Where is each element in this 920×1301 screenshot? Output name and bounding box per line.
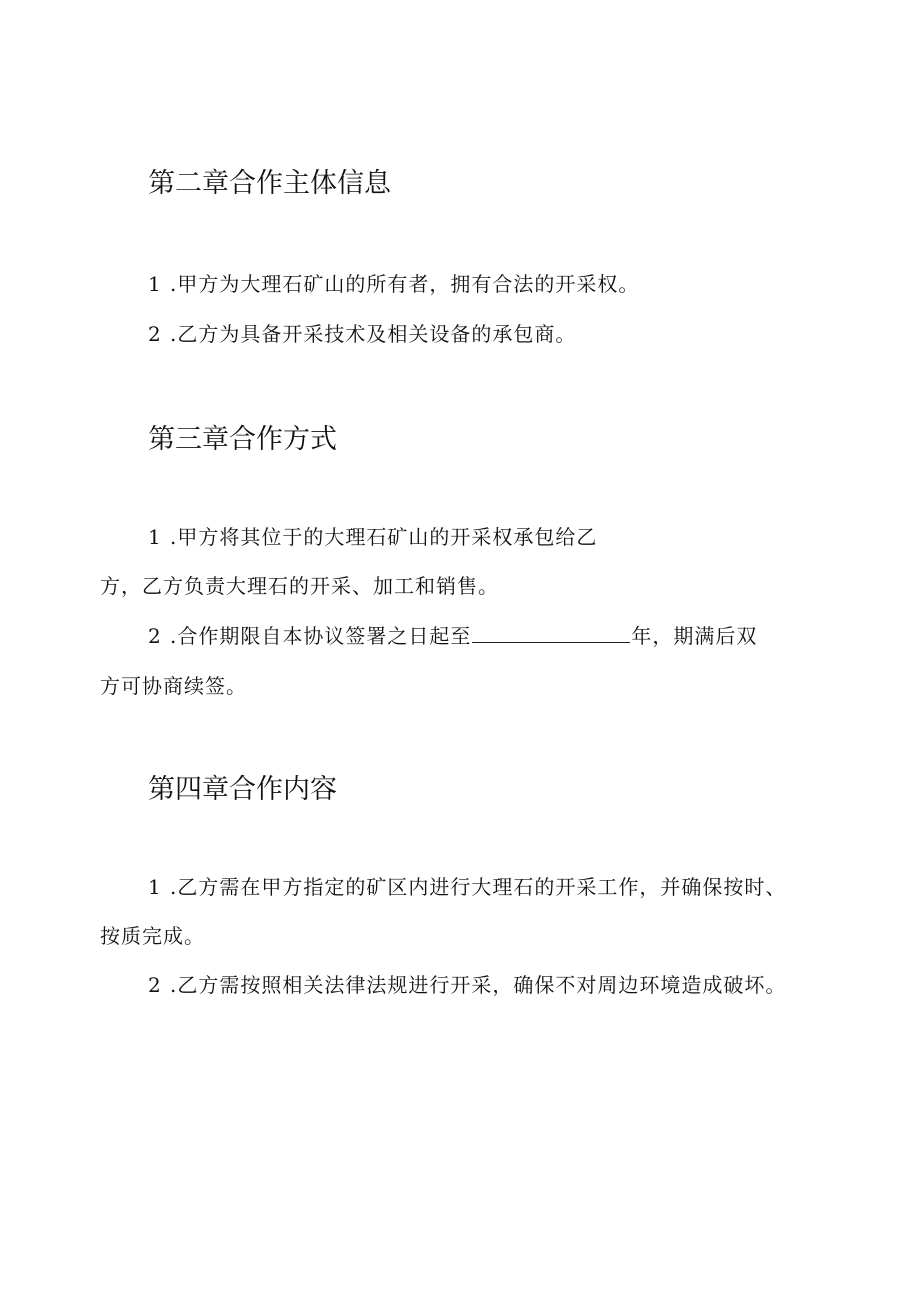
chapter3-item-1-line-1: [148, 524, 597, 550]
item-text: .乙方为具备开采技术及相关设备的承包商。: [170, 322, 577, 346]
chapter2-title: 第二章合作主体信息: [148, 168, 391, 199]
item-number: 2: [148, 973, 162, 997]
chapter2-item-2: [148, 321, 576, 347]
item-number: 2: [148, 624, 162, 648]
fill-in-blank-years[interactable]: [472, 624, 630, 643]
item-number: 1: [148, 272, 162, 296]
item-number: 1: [148, 875, 162, 899]
chapter2-item-1: [148, 271, 639, 297]
chapter3-item-2-line-1: [148, 623, 757, 649]
item-text-after-blank: 年，期满后双: [631, 624, 758, 648]
chapter3-title: 第三章合作方式: [148, 424, 337, 455]
chapter4-item-1-line-1: [148, 874, 786, 900]
chapter4-item-2: [148, 972, 786, 998]
item-text-before-blank: .合作期限自本协议签署之日起至: [170, 624, 472, 648]
chapter3-item-1-line-2: 方，乙方负责大理石的开采、加工和销售。: [100, 574, 499, 598]
item-text: .乙方需在甲方指定的矿区内进行大理石的开采工作，并确保按时、: [170, 875, 787, 899]
item-text: .乙方需按照相关法律法规进行开采，确保不对周边环境造成破坏。: [170, 973, 787, 997]
item-number: 2: [148, 322, 162, 346]
chapter4-item-1-line-2: 按质完成。: [100, 924, 205, 948]
chapter3-item-2-line-2: 方可协商续签。: [100, 674, 247, 698]
item-number: 1: [148, 525, 162, 549]
chapter4-title: 第四章合作内容: [148, 774, 337, 805]
item-text: .甲方将其位于的大理石矿山的开采权承包给乙: [170, 525, 598, 549]
item-text: .甲方为大理石矿山的所有者，拥有合法的开采权。: [170, 272, 640, 296]
